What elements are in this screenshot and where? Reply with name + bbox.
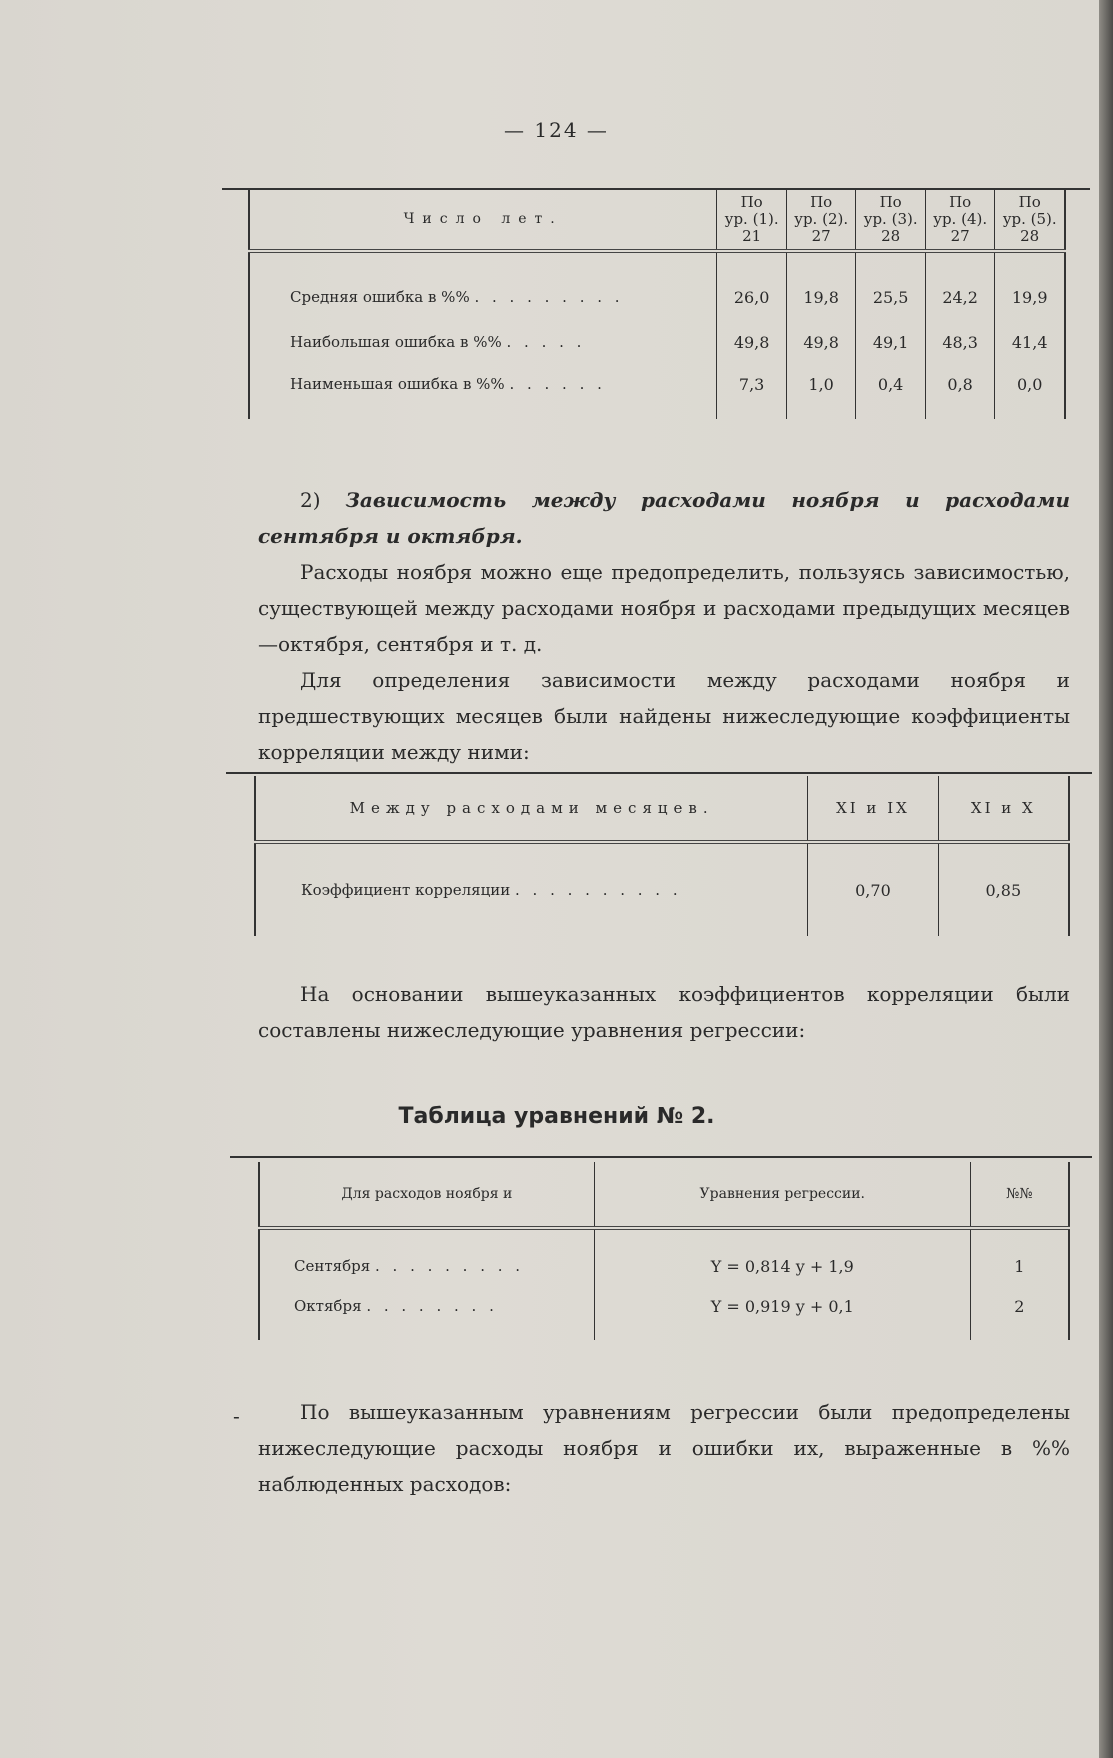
margin-dash: -: [233, 1404, 240, 1428]
regression-table: [258, 1162, 1070, 1340]
paragraph: По вышеуказанным уравнениям регрессии были предопределены нижеследующие расходы ноября и ошибки их, выраженные в %% наблюденных расходов:: [258, 1400, 1070, 1496]
row-label: Наибольшая ошибка в %% . . . . .: [249, 321, 717, 363]
table-row: [259, 1285, 1069, 1340]
table-row: [249, 321, 1065, 363]
column-header: По ур. (2). 27: [786, 190, 856, 251]
correlation-table: [254, 776, 1070, 936]
column-header: По ур. (3). 28: [856, 190, 926, 251]
table-header-row: [259, 1162, 1069, 1228]
error-table: [248, 190, 1066, 419]
paragraph: Расходы ноября можно еще предопределить, пользуясь зависимостью, существующей между расходами ноября и расходами предыдущих месяцев—октября, сентября и т. д.: [258, 560, 1070, 656]
table-cell: 0,8: [925, 363, 995, 419]
table-header-row: [255, 776, 1069, 842]
table-cell: 41,4: [995, 321, 1065, 363]
table-row: [255, 842, 1069, 936]
table-cell: 0,0: [995, 363, 1065, 419]
page-number: — 124 —: [504, 118, 609, 142]
table-cell: 49,8: [717, 321, 787, 363]
table-top-rule: [226, 772, 1092, 774]
column-header: XI и X: [938, 776, 1069, 842]
row-label: Наименьшая ошибка в %% . . . . . .: [249, 363, 717, 419]
table-cell: 26,0: [717, 251, 787, 321]
row-label: Октября . . . . . . . .: [259, 1285, 594, 1340]
row-label: Сентября . . . . . . . . .: [259, 1228, 594, 1285]
table-cell: 19,8: [786, 251, 856, 321]
table-row: [249, 363, 1065, 419]
column-header: По ур. (5). 28: [995, 190, 1065, 251]
column-header-months: Между расходами месяцев.: [255, 776, 808, 842]
table-title: Таблица уравнений № 2.: [398, 1104, 715, 1129]
table-top-rule: [230, 1156, 1092, 1158]
table-cell: 1,0: [786, 363, 856, 419]
table-cell: 19,9: [995, 251, 1065, 321]
column-header-equations: Уравнения регрессии.: [594, 1162, 970, 1228]
column-header-numbers: №№: [970, 1162, 1069, 1228]
column-header-years: Число лет.: [249, 190, 717, 251]
table-row: [249, 251, 1065, 321]
equation-cell: Y = 0,919 y + 0,1: [594, 1285, 970, 1340]
equation-cell: Y = 0,814 y + 1,9: [594, 1228, 970, 1285]
table-cell: 25,5: [856, 251, 926, 321]
table-cell: 0,70: [808, 842, 938, 936]
table-cell: 7,3: [717, 363, 787, 419]
table-cell: 0,85: [938, 842, 1069, 936]
column-header: По ур. (4). 27: [925, 190, 995, 251]
section-heading: 2) Зависимость между расходами ноября и расходами сентября и октября.: [258, 488, 1070, 548]
row-label: Средняя ошибка в %% . . . . . . . . .: [249, 251, 717, 321]
row-label: Коэффициент корреляции . . . . . . . . . .: [255, 842, 808, 936]
paragraph: Для определения зависимости между расходами ноября и предшествующих месяцев были найдены нижеследующие коэффициенты корреляции между ними:: [258, 668, 1070, 764]
column-header: XI и IX: [808, 776, 938, 842]
number-cell: 1: [970, 1228, 1069, 1285]
table-header-row: [249, 190, 1065, 251]
column-header-months: Для расходов ноября и: [259, 1162, 594, 1228]
table-cell: 49,8: [786, 321, 856, 363]
table-cell: 0,4: [856, 363, 926, 419]
paragraph: На основании вышеуказанных коэффициентов корреляции были составлены нижеследующие уравнения регрессии:: [258, 982, 1070, 1042]
page-edge-shadow: [1099, 0, 1113, 1758]
column-header: По ур. (1). 21: [717, 190, 787, 251]
number-cell: 2: [970, 1285, 1069, 1340]
table-cell: 48,3: [925, 321, 995, 363]
table-cell: 49,1: [856, 321, 926, 363]
table-cell: 24,2: [925, 251, 995, 321]
table-row: [259, 1228, 1069, 1285]
